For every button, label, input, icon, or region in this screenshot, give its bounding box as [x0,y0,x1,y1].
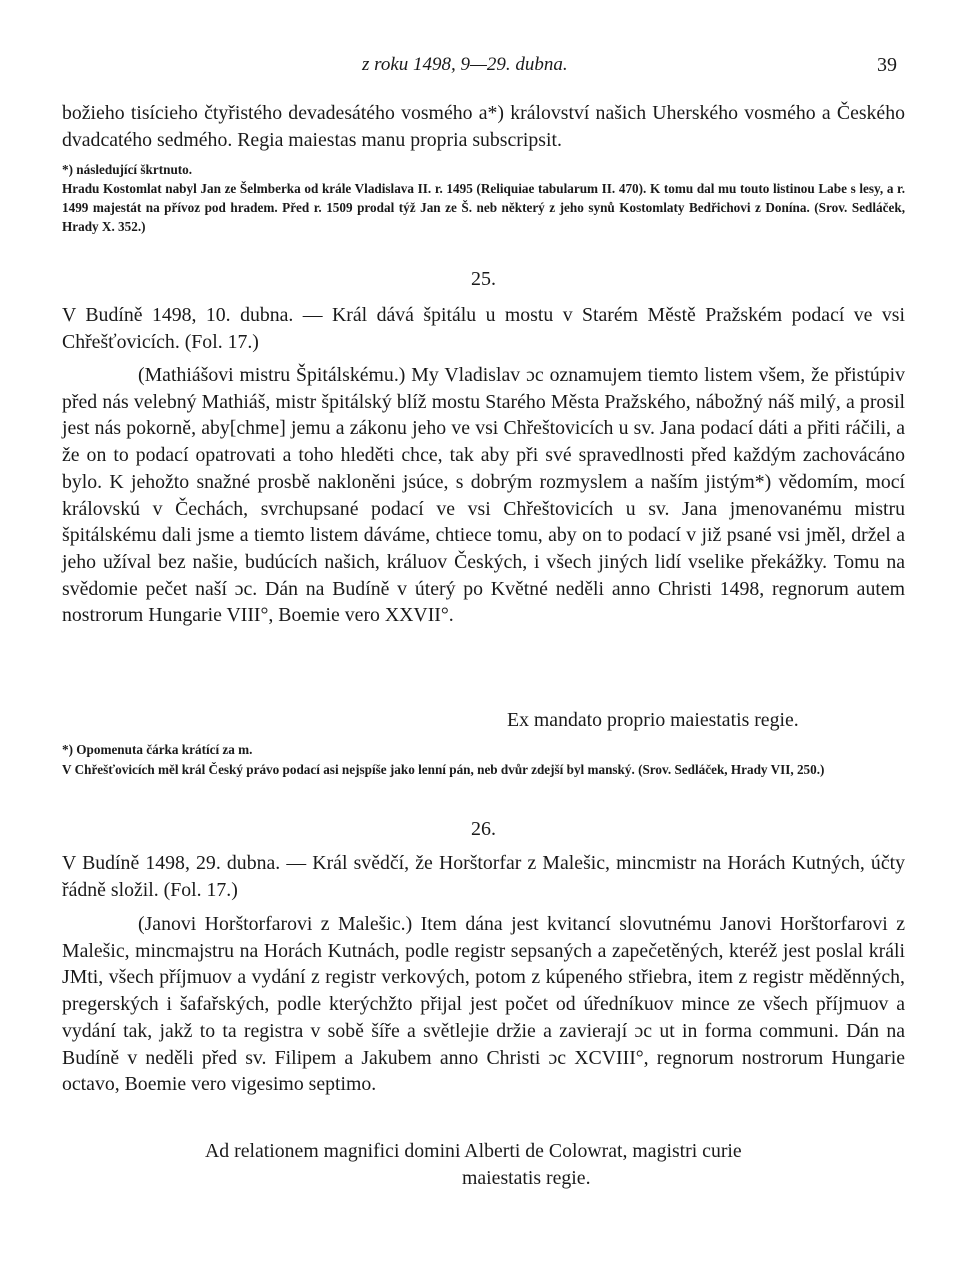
regest-26-text: V Budíně 1498, 29. dubna. — Král svědčí, že Horštorfar z Malešic, mincmistr na Horách Kutných, účty řádně složil. (Fol. 17.) [62,852,905,901]
doc-26-text: (Janovi Horštorfarovi z Malešic.) Item dána jest kvitancí slovutnému Janovi Horštorfarovi z Malešic, mincmajstru na Horách Kutnách, podle registr sepsaných a zapečetěných, kteréž jest poslal králi JMti, všech příjmuov a vydání z registr verkových, potom z kúpeného střiebra, item z registr měděnných, pregerských i šafařských, podle kterýchžto přijal jest počet od úředníkuov mince ze všech příjmuov a vydání tak, jakž to ta registra v sobě šíře a světlejie držie a zavierají ɔc ut in forma communi. Dán na Budíně v neděli před sv. Filipem a Jakubem anno Christi ɔc XCVIII°, regnorum nostrorum Hungarie octavo, Boemie vero vigesimo septimo. [62,913,905,1096]
doc-25-signature: Ex mandato proprio maiestatis regie. [507,709,799,731]
regest-25-text: V Budíně 1498, 10. dubna. — Král dává špitálu u mostu v Starém Městě Pražském podací ve vsi Chřešťovicích. (Fol. 17.) [62,304,905,353]
regest-26 [62,850,905,903]
footnote-struck: *) následující škrtnuto. [62,162,193,177]
page-number: 39 [877,54,897,76]
doc-26-signature-line-2: maiestatis regie. [462,1167,591,1189]
doc-25-text: (Mathiášovi mistru Špitálskému.) My Vladislav ɔc oznamujem tiemto listem všem, že přistúpiv před nás velebný Mathiáš, mistr špitálský blíž mostu Starého Města Pražského, nábožný náš milý, a prosil jest nás pokorně, aby[chme] jemu a zákonu jeho ve vsi Chřeštovicích u sv. Jana podací dáti a přiti ráčili, a že on to podací opatrovati a toho hleděti chce, tak aby při své spravedlnosti před každým zachovácáno bylo. K jehožto snažné prosbě nakloněni jsúce, s dobrým rozmyslem a naším jistým*) vědomím, mocí královskú v Čechách, svrchupsané podací ve vsi Chřeštovicích u sv. Jana jmenovanému mistru špitálskému dali jsme a tiemto listem dáváme, chtiece tomu, aby on to podací v již psané vsi jměl, držel a jeho užíval bez našie, budúcích našich, králuov Českých, i všech jiných lidí vselike překážky. Tomu na svědomie pečet naší ɔc. Dán na Budíně v úterý po Květné neděli anno Christi 1498, regnorum autem nostrorum Hungarie VIII°, Boemie vero XXVII°. [62,364,905,627]
running-head: z roku 1498, 9—29. dubna. [362,54,568,75]
document-number-25: 25. [471,268,496,290]
doc-25-footnote: *) Opomenuta čárka krátící za m. [62,742,253,757]
doc-25-commentary: V Chřešťovicích měl král Český právo podací asi nejspíše jako lenní pán, neb dvůr zdejší byl manský. (Srov. Sedláček, Hrady VII, 250.) [62,762,825,777]
doc-26-signature-line-1: Ad relationem magnifici domini Alberti de Colowrat, magistri curie [205,1140,742,1162]
commentary-note: Hradu Kostomlat nabyl Jan ze Šelmberka od krále Vladislava II. r. 1495 (Reliquiae tabularum II. 470). K tomu dal mu touto listinou Labe s lesy, a r. 1499 majestát na přívoz pod hradem. Před r. 1509 prodal týž Jan ze Š. neb některý z jeho synů Kostomlaty Bedřichovi z Donína. (Srov. Sedláček, Hrady X. 352.) [62,181,905,234]
continuation-text: božieho tisícieho čtyřistého devadesátého vosmého a*) království našich Uherského vosmého a Českého dvadcatého sedmého. Regia maiestas manu propria subscripsit. [62,102,905,151]
regest-25 [62,302,905,355]
page-header [62,54,905,78]
document-number-26: 26. [471,818,496,840]
document-page [62,0,905,1280]
